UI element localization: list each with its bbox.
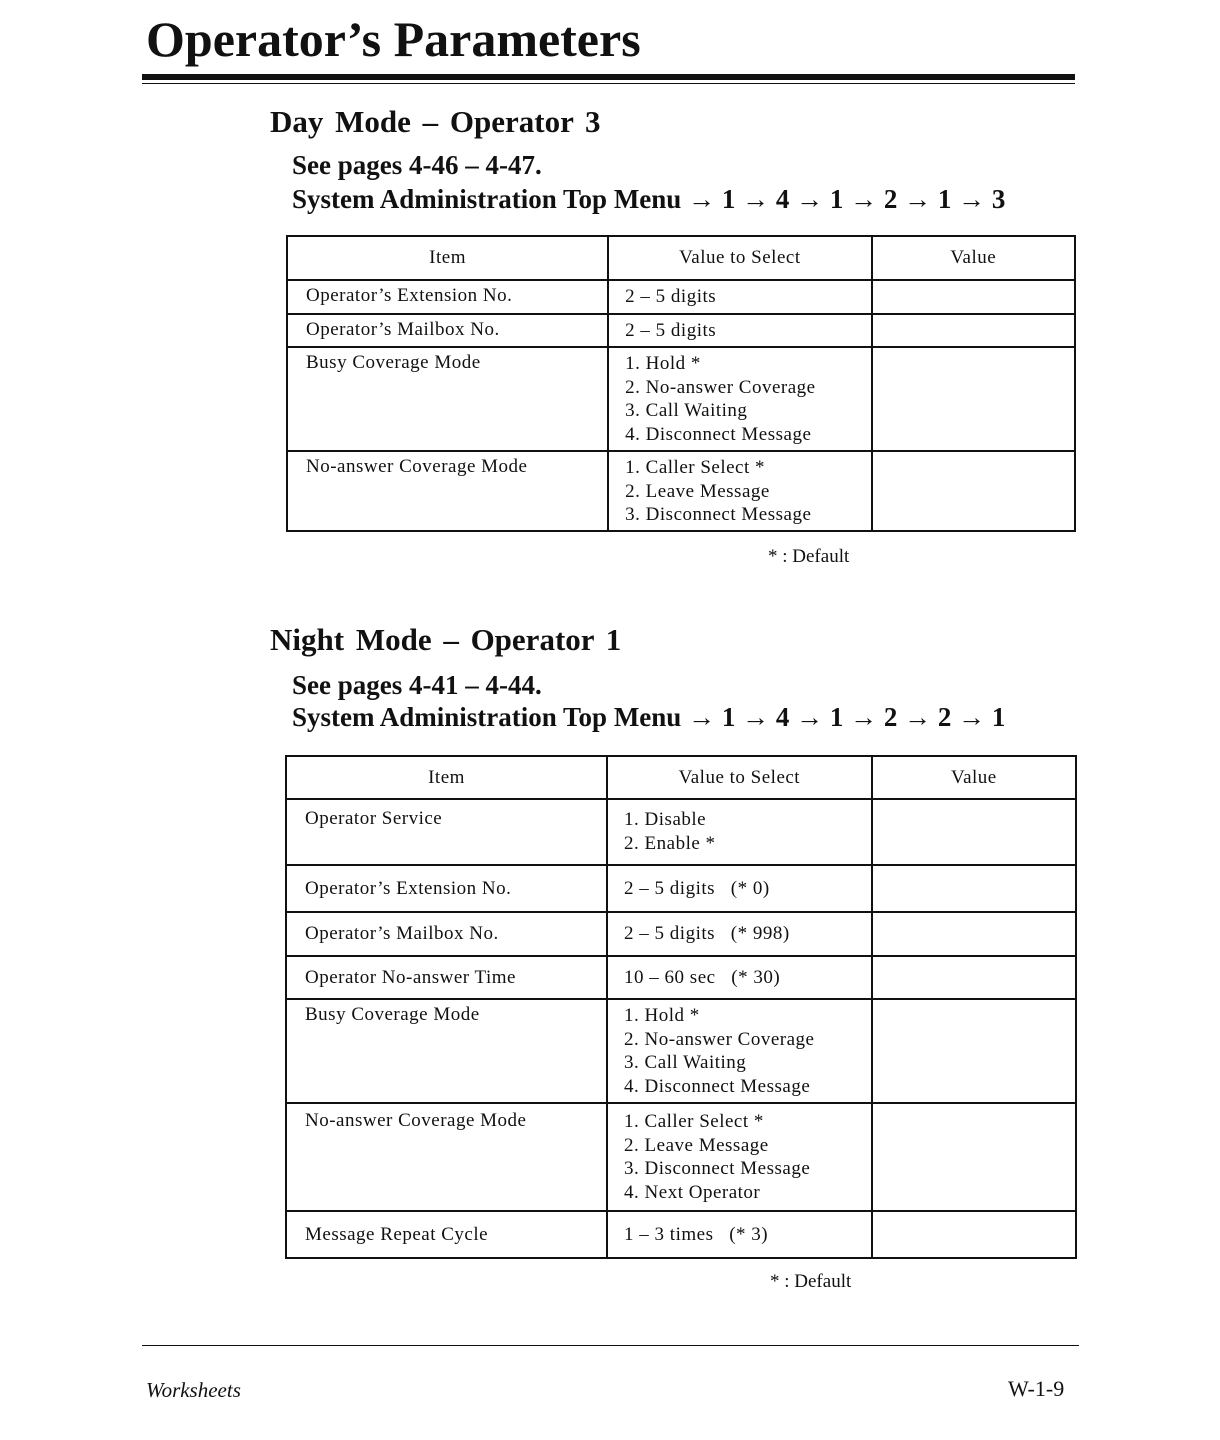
table-row [287,280,1075,314]
value-entry-cell[interactable] [872,956,1076,999]
table-row [286,912,1076,956]
row-item-label: No-answer Coverage Mode [286,1103,607,1211]
row-options: 2 – 5 digits [608,280,871,314]
night-see-pages: See pages 4-41 – 4-44. [292,670,542,700]
day-section-heading: Day Mode – Operator 3 [270,104,601,139]
footer-rule [142,1345,1079,1346]
day-menu-path: System Administration Top Menu → 1 → 4 → 1 → 2 → 1 → 3 [292,184,1006,214]
row-options: 1. Hold * 2. No-answer Coverage 3. Call Waiting 4. Disconnect Message [608,347,871,451]
row-options: 1. Disable 2. Enable * [607,799,872,865]
row-options: 10 – 60 sec (* 30) [607,956,872,999]
night-default-note: * : Default [770,1271,852,1292]
row-item-label: Operator Service [286,799,607,865]
header-item: Item [287,236,608,280]
table-row [287,451,1075,531]
row-options: 1. Caller Select * 2. Leave Message 3. Disconnect Message 4. Next Operator [607,1103,872,1211]
table-row [286,956,1076,999]
table-row [287,347,1075,451]
page-title: Operator’s Parameters [146,11,641,67]
header-value: Value [872,756,1076,799]
value-entry-cell[interactable] [872,347,1075,451]
header-value-to-select: Value to Select [607,756,872,799]
value-entry-cell[interactable] [872,451,1075,531]
page-number: W-1-9 [1008,1376,1065,1401]
title-rule-thick [142,74,1075,80]
day-worksheet-table [286,235,1076,532]
row-item-label: Operator’s Extension No. [287,280,608,314]
value-entry-cell[interactable] [872,280,1075,314]
row-item-label: No-answer Coverage Mode [287,451,608,531]
row-item-label: Operator’s Mailbox No. [287,314,608,347]
header-value: Value [872,236,1075,280]
table-row [286,799,1076,865]
day-default-note: * : Default [768,546,850,567]
table-row [286,865,1076,912]
value-entry-cell[interactable] [872,799,1076,865]
row-item-label: Busy Coverage Mode [286,999,607,1103]
value-entry-cell[interactable] [872,314,1075,347]
value-entry-cell[interactable] [872,1211,1076,1258]
row-item-label: Busy Coverage Mode [287,347,608,451]
value-entry-cell[interactable] [872,912,1076,956]
row-item-label: Message Repeat Cycle [286,1211,607,1258]
row-item-label: Operator No-answer Time [286,956,607,999]
value-entry-cell[interactable] [872,865,1076,912]
day-see-pages: See pages 4-46 – 4-47. [292,150,542,180]
row-item-label: Operator’s Extension No. [286,865,607,912]
table-row [287,314,1075,347]
table-row [286,1211,1076,1258]
row-options: 1 – 3 times (* 3) [607,1211,872,1258]
night-menu-path: System Administration Top Menu → 1 → 4 → 1 → 2 → 2 → 1 [292,702,1006,732]
value-entry-cell[interactable] [872,1103,1076,1211]
night-worksheet-table [285,755,1077,1259]
row-options: 1. Caller Select * 2. Leave Message 3. Disconnect Message [608,451,871,531]
night-section-heading: Night Mode – Operator 1 [270,622,622,657]
table-row [286,1103,1076,1211]
header-item: Item [286,756,607,799]
footer-section-label: Worksheets [146,1378,241,1402]
title-rule-thin [142,83,1075,84]
row-options: 2 – 5 digits (* 998) [607,912,872,956]
row-options: 1. Hold * 2. No-answer Coverage 3. Call Waiting 4. Disconnect Message [607,999,872,1103]
row-options: 2 – 5 digits (* 0) [607,865,872,912]
value-entry-cell[interactable] [872,999,1076,1103]
table-row [286,999,1076,1103]
row-options: 2 – 5 digits [608,314,871,347]
header-value-to-select: Value to Select [608,236,871,280]
row-item-label: Operator’s Mailbox No. [286,912,607,956]
